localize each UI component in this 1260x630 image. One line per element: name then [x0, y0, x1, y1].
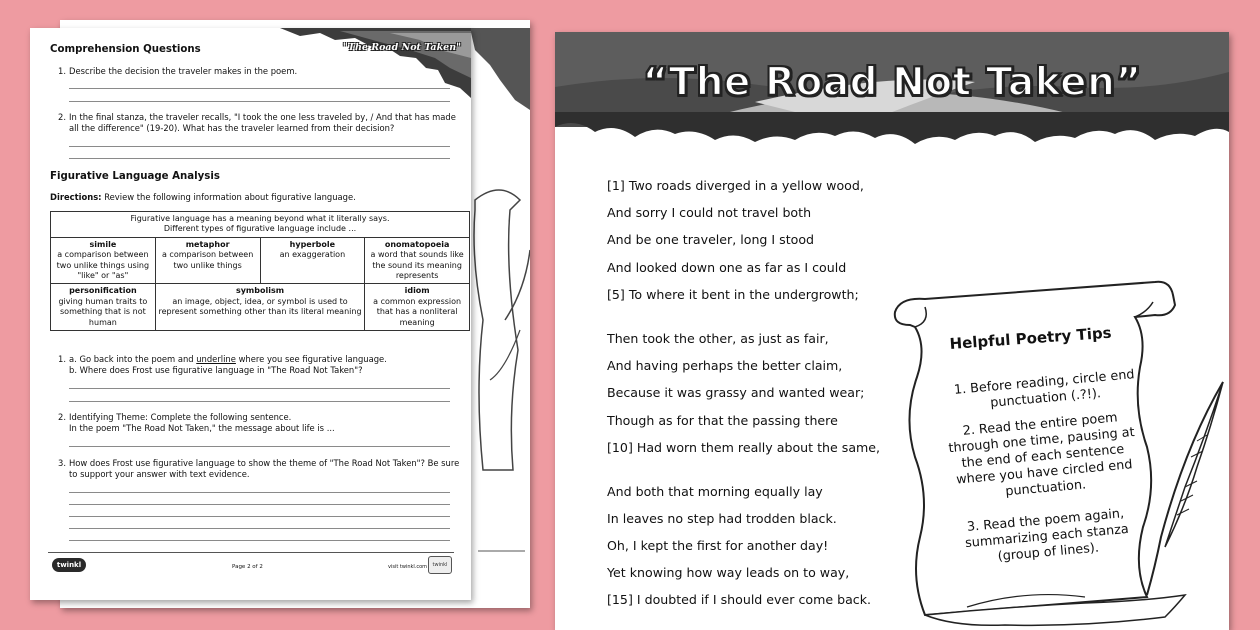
- term-name: hyperbole: [289, 239, 336, 249]
- term-name: idiom: [404, 286, 430, 296]
- question-1-text: Describe the decision the traveler makes in the poem.: [69, 66, 298, 76]
- poem-line: Because it was grassy and wanted wear;: [607, 385, 865, 400]
- directions: [50, 192, 356, 203]
- term-definition: a comparison between two unlike things: [161, 250, 254, 270]
- directions-label: Directions:: [50, 192, 102, 202]
- term-definition: a word that sounds like the sound its meaning represents: [370, 250, 464, 281]
- term-definition: an image, object, idea, or symbol is used to represent something other than its literal meaning: [158, 296, 362, 317]
- footer-small-logo: twinkl: [428, 556, 452, 574]
- question-2-line-2: all the difference" (19-20). What has the traveler learned from their decision?: [69, 123, 395, 133]
- answer-line[interactable]: [69, 528, 450, 529]
- term-cell: [51, 237, 156, 284]
- term-name: onomatopoeia: [384, 239, 450, 249]
- poem-line: [5] To where it bent in the undergrowth;: [607, 287, 859, 302]
- task-1a-pre: a. Go back into the poem and: [69, 354, 197, 364]
- answer-line[interactable]: [69, 492, 450, 493]
- term-definition: an exaggeration: [279, 250, 346, 260]
- poem-line: Oh, I kept the first for another day!: [607, 538, 829, 553]
- table-intro-line-1: Figurative language has a meaning beyond what it literally says.: [130, 214, 390, 223]
- poem-line: Then took the other, as just as fair,: [607, 331, 829, 346]
- footer-site: visit twinkl.com: [388, 564, 428, 570]
- task-number: 1.: [58, 354, 66, 364]
- term-name: personification: [69, 286, 137, 296]
- term-definition: giving human traits to something that is not human: [58, 296, 148, 327]
- task-3-text: [69, 458, 459, 480]
- tip-1: 1. Before reading, circle end punctuation (.?!).: [953, 367, 1136, 411]
- figurative-language-table: [50, 211, 470, 331]
- answer-line[interactable]: [69, 158, 450, 159]
- question-number: 1.: [58, 66, 66, 76]
- term-cell: [155, 284, 365, 331]
- question-2-line-1: In the final stanza, the traveler recalls, "I took the one less traveled by, / And that has made: [69, 112, 456, 122]
- task-1a-underline: underline: [196, 354, 236, 364]
- poem-line: Though as for that the passing there: [607, 413, 838, 428]
- term-definition: a common expression that has a nonliteral meaning: [373, 296, 462, 327]
- twinkl-logo: twinkl: [52, 558, 86, 572]
- figurative-language-heading: Figurative Language Analysis: [50, 171, 220, 182]
- term-cell: [365, 284, 470, 331]
- tip-3: 3. Read the poem again, summarizing each stanza (group of lines).: [964, 506, 1130, 565]
- task-3-line-1: How does Frost use figurative language to show the theme of "The Road Not Taken"? Be sure: [69, 458, 460, 468]
- term-cell: [155, 237, 260, 284]
- poem-line: [15] I doubted if I should ever come back.: [607, 592, 872, 607]
- task-1b: b. Where does Frost use figurative language in "The Road Not Taken"?: [69, 365, 363, 375]
- poem-line: In leaves no step had trodden black.: [607, 511, 837, 526]
- tips-heading: Helpful Poetry Tips: [949, 323, 1113, 353]
- answer-line[interactable]: [69, 446, 450, 447]
- poem-line: Yet knowing how way leads on to way,: [607, 565, 850, 580]
- term-name: metaphor: [185, 239, 230, 249]
- comprehension-worksheet: [30, 28, 471, 600]
- term-definition: a comparison between two unlike things using "like" or "as": [56, 250, 150, 281]
- task-2-line-2: In the poem "The Road Not Taken," the message about life is ...: [69, 423, 335, 433]
- term-cell: [260, 237, 365, 284]
- answer-line[interactable]: [69, 504, 450, 505]
- poem-line: And be one traveler, long I stood: [607, 232, 815, 247]
- poem-line: And both that morning equally lay: [607, 484, 823, 499]
- poem-title: “The Road Not Taken”: [642, 60, 1142, 105]
- poem-line: And sorry I could not travel both: [607, 205, 812, 220]
- answer-line[interactable]: [69, 388, 450, 389]
- comprehension-heading: Comprehension Questions: [50, 44, 201, 55]
- worksheet-title-tag: "The Road Not Taken": [342, 42, 462, 53]
- poem-line: [10] Had worn them really about the same,: [607, 440, 881, 455]
- table-intro-line-2: Different types of figurative language include ...: [163, 224, 357, 234]
- answer-line[interactable]: [69, 101, 450, 102]
- task-number: 2.: [58, 412, 66, 422]
- task-number: 3.: [58, 458, 66, 468]
- task-2-text: [69, 412, 335, 434]
- question-2-text: [69, 112, 459, 134]
- poem-line: And having perhaps the better claim,: [607, 358, 843, 373]
- answer-line[interactable]: [69, 146, 450, 147]
- term-name: simile: [89, 239, 117, 249]
- task-2-line-1: Identifying Theme: Complete the following sentence.: [69, 412, 292, 422]
- task-3-line-2: to support your answer with text evidence.: [69, 469, 250, 479]
- question-number: 2.: [58, 112, 66, 122]
- answer-line[interactable]: [69, 516, 450, 517]
- answer-line[interactable]: [69, 540, 450, 541]
- term-name: symbolism: [235, 286, 285, 296]
- directions-text: Review the following information about figurative language.: [104, 192, 356, 202]
- poem-page: [555, 32, 1229, 630]
- poem-line: And looked down one as far as I could: [607, 260, 847, 275]
- table-intro: [51, 212, 470, 238]
- task-1a-post: where you see figurative language.: [235, 354, 387, 364]
- tip-2: 2. Read the entire poem through one time, pausing at the end of each sentence where you have circled end punctuation.: [947, 410, 1136, 500]
- poem-line: [1] Two roads diverged in a yellow wood,: [607, 178, 864, 193]
- answer-line[interactable]: [69, 401, 450, 402]
- term-cell: [365, 237, 470, 284]
- term-cell: [51, 284, 156, 331]
- answer-line[interactable]: [69, 88, 450, 89]
- page-number: Page 2 of 2: [232, 564, 263, 570]
- footer-divider: [48, 552, 454, 553]
- task-1-text: [69, 354, 387, 376]
